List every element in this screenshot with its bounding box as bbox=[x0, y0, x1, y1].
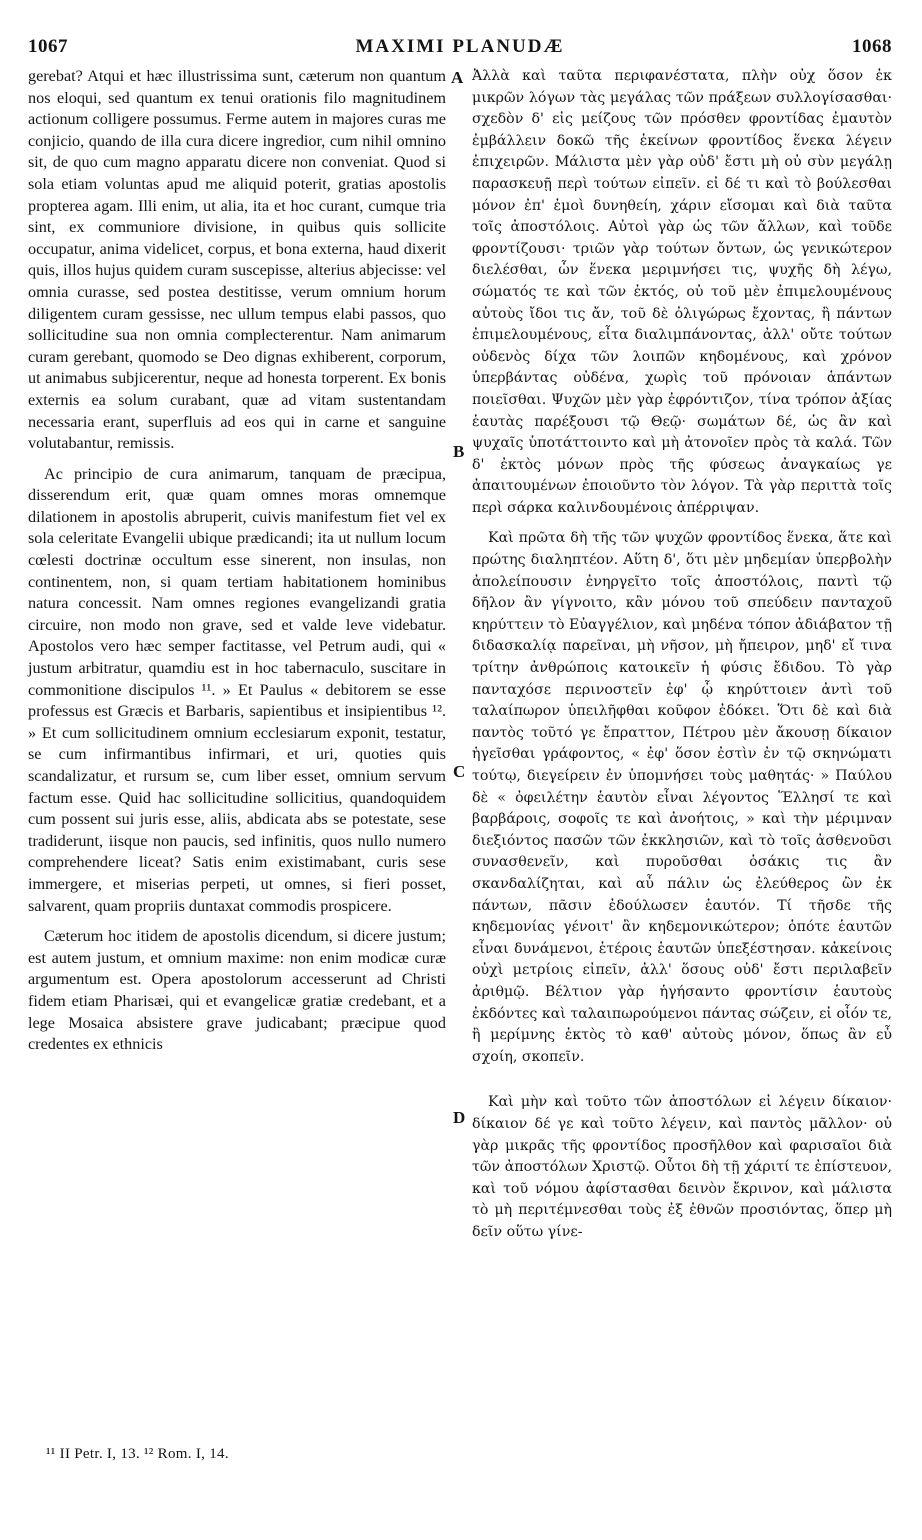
margin-marker-a: A bbox=[451, 68, 464, 87]
greek-column bbox=[472, 66, 892, 1243]
right-page-number: 1068 bbox=[852, 36, 892, 57]
latin-column bbox=[28, 66, 446, 1056]
left-page-number: 1067 bbox=[28, 36, 68, 57]
latin-paragraph: gerebat? Atqui et hæc illustrissima sunt, cæterum non quantum nos eloqui, sed quantum ex tenui orationis filo magnitudinem actionum colligere possumus. Ferme autem in majores curas me conjicio, quando de illa cura dicere ingredior, cum nihil omnino sit, de quo cum magno apparatu dicere non conveniat. Quod si sola etiam voluntas apud me aliquid poterit, gratias apostolis propterea agam. Illi enim, ut alia, ita et hoc curant, cumque tria sint, ex communiore divisione, in quibus quis sollicite occupatur, anima videlicet, corpus, et bona externa, haud dixerit quis, illos hujus quidem curam suscepisse, alterius abjecisse: vel omnia curasse, sed postea destitisse, verum omnium horum diligentem curam gessisse, nec ullum tempus elabi passos, quo sollicitudine sua non omnia complecterentur. Nam animarum curam gerebant, quomodo se Deo dignas exhiberent, corporum, ut animabus subjicerentur, neque ad honesta torperent. Ex bonis externis ea solum curabant, quæ ad vitam sustentandam necessaria erant, superfluis ad eos qui in carne et sanguine volutabantur, remissis. bbox=[28, 67, 446, 453]
latin-paragraph: Cæterum hoc itidem de apostolis dicendum, si dicere justum; est autem justum, et omnium maxime: non enim modicæ curæ argumentum est. Opera apostolorum accesserunt ad Christi fidem etiam Pharisæi, qui et evangelicæ gratiæ credebant, et a lege Mosaica absistere grave judicabant; præcipue quod credentes ex ethnicis bbox=[28, 927, 446, 1054]
latin-paragraph: Ac principio de cura animarum, tanquam de præcipua, disserendum erit, quæ quam omnes moras omnemque dilationem in apostolis abruperit, cuivis manifestum fiet vel ex sola celeritate Evangelii ubique prædicandi; ita ut nullum locum cœlesti doctrinæ occultum esse sinerent, non insulas, non continentem, non, si quam tertiam habitationem hominibus natura concessit. Nam omnes regiones evangelizandi gratia circuire, non modo non grave, sed et valde leve videbatur. Apostolos vero hæc semper factitasse, vel Petrum audi, qui « justum arbitratur, quamdiu est in hoc tabernaculo, suscitare in commonitione discipulos ¹¹. » Et Paulus « debitorem se esse professus est Græcis et Barbaris, sapientibus et insipientibus ¹². » Et cum sollicitudinem omnium ecclesiarum exponit, testatur, se cum infirmantibus infirmari, et uri, quoties quis scandalizatur, et rursum se, cum liber esset, omnium servum factum esse. Quid hac sollicitudine sollicitius, quandoquidem cum possent sui juris esse, aliis, abdicata abs se potestate, sese tradiderunt, iisque non paucis, sed infinitis, quos nullo numero comprehendere liceat? Satis enim existimabant, curis sese immergere, et miserias perpeti, ut omnes, si fieri posset, salvarent, quam propriis duntaxat commodis prospicere. bbox=[28, 464, 446, 915]
greek-paragraph: Καὶ μὴν καὶ τοῦτο τῶν ἀποστόλων εἰ λέγειν δίκαιον· δίκαιον δέ γε καὶ τοῦτο λέγειν, καὶ παντὸς μᾶλλον· οὐ γὰρ μικρᾶς τῆς φροντίδος προσῆλθον καὶ φαρισαῖοι διὰ τῶν ἀποστόλων Χριστῷ. Οὗτοι δὴ τῇ χάριτί τε ἐπίστευον, καὶ τοῦ νόμου ἀφίστασθαι δεινὸν ἔκρινον, καὶ μάλιστα τὸ μὴ περιτέμνεσθαι τοὺς ἐξ ἐθνῶν προσιόντας, ὅπερ μὴ δεῖν οὕτω γίνε- bbox=[472, 1094, 892, 1240]
margin-marker-b: B bbox=[453, 442, 465, 461]
running-title: MAXIMI PLANUDÆ bbox=[355, 36, 565, 57]
footnotes: ¹¹ II Petr. I, 13. ¹² Rom. I, 14. bbox=[46, 1446, 229, 1462]
margin-marker-d: D bbox=[453, 1108, 466, 1127]
page-header bbox=[28, 36, 892, 64]
margin-marker-c: C bbox=[453, 762, 466, 781]
greek-paragraph: Ἀλλὰ καὶ ταῦτα περιφανέστατα, πλὴν οὐχ ὅσον ἐκ μικρῶν λόγων τὰς μεγάλας τῶν πράξεων συλλογίσασθαι· σχεδὸν δ' εἰς μείζους τῶν πρόσθεν φροντίδας ἐμαυτὸν ἐμβάλλειν δοκῶ τῆς ἐκείνων φροντίδος ἕνεκα λέγειν ἐπιχειρῶν. Μάλιστα μὲν γὰρ οὐδ' ἔστι μὴ οὐ σὺν μεγάλῃ παρασκευῇ περὶ τούτων εἰπεῖν. εἰ δέ τι καὶ τὸ βούλεσθαι μόνον ἐπ' ἐμοὶ δυνηθείη, χάριν εἴσομαι καὶ διὰ ταῦτα τοῖς ἀποστόλοις. Αὐτοὶ γὰρ ὡς τῶν ἄλλων, καὶ τοῦδε φροντίζουσι· τριῶν γὰρ τούτων ὄντων, ὡς γενικώτερον διελέσθαι, ὧν ἕνεκα μεριμνήσει τις, ψυχῆς δὴ λέγω, σώματός τε καὶ τῶν ἐκτός, οὐ τοῦ μὲν ἐπιμελουμένους αὐτοὺς ἴδοι τις ἄν, τοῦ δὲ ὀλιγώρως ἔχοντας, ἢ πάντων ἐπιμελουμένους, εἶτα διαλιμπάνοντας, ἀλλ' οὔτε τούτων οὐδενὸς δίχα τῶν λοιπῶν κηδομένους, καὶ χρόνον ὑπερβάντας οὐδένα, χωρὶς τοῦ πρόνοιαν ἁπάντων ποιεῖσθαι. Ψυχῶν μὲν γὰρ ἐφρόντιζον, τίνα τρόπον ἀξίας ἑαυτὰς παρέξουσι τῷ Θεῷ· σωμάτων δέ, ὡς ἂν καὶ ψυχαῖς ὑποτάττοιντο καὶ μὴ ἀτονοῖεν πρὸς τὰ καλά. Τῶν δ' ἐκτὸς μόνων πρὸς τῆς φύσεως ἀναγκαίως γε ἀπαιτουμένων ἐποιοῦντο τὸν λόγον. Τὰ γὰρ περιττὰ τοῖς περὶ σάρκα καλινδουμένοις ἀπέρριψαν. bbox=[472, 68, 892, 516]
greek-paragraph: Καὶ πρῶτα δὴ τῆς τῶν ψυχῶν φροντίδος ἕνεκα, ἅτε καὶ πρώτης διαληπτέον. Αὕτη δ', ὅτι μὲν μηδεμίαν ὑπερβολὴν ἀπολείπουσιν ἐνηργεῖτο τοῖς ἀποστόλοις, παντὶ τῷ δῆλον ἂν γίγνοιτο, κἂν μόνου τοῦ σπεύδειν πανταχοῦ κηρύττειν τὸ Εὐαγγέλιον, καὶ μηδένα τόπον ἀδιάβατον τῇ διδασκαλίᾳ παρεῖναι, μὴ νῆσον, μὴ ἤπειρον, μηδ' εἴ τινα τρίτην ἀνθρώποις κατοικεῖν ἡ φύσις ἔδιδου. Τὸ γὰρ πανταχόσε περινοστεῖν ἐφ' ᾧ κηρύττοιεν ἀντὶ τοῦ ταλαίπωρον ὑπειλῆφθαι κοῦφον ἐδόκει. Ὅτι δὲ καὶ διὰ παντὸς τοῦτό γε ἔπραττον, Πέτρου μὲν ἄκουσῃ δίκαιον ἡγεῖσθαι γράφοντος, « ἐφ' ὅσον ἐστὶν ἐν τῷ σκηνώματι τούτῳ, διεγείρειν ἐν ὑπομνήσει τοὺς μαθητάς· » Παύλου δὲ « ὀφειλέτην ἑαυτὸν εἶναι λέγοντος Ἕλλησί τε καὶ βαρβάροις, σοφοῖς τε καὶ ἀνοήτοις, » καὶ τὴν μέριμναν διεξιόντος πασῶν τῶν ἐκκλησιῶν, καὶ τὸ τοῖς ἀσθενοῦσι συνασθενεῖν, καὶ πυροῦσθαι ὁσάκις τις ἂν σκανδαλίζηται, καὶ αὖ πάλιν ὡς ἐλεύθερος ὢν ἐκ πάντων, πᾶσιν ἐδούλωσεν ἑαυτόν. Τί τῆσδε τῆς κηδεμονίας γένοιτ' ἂν κηδεμονικώτερον; ὁπότε ἑαυτῶν εἶναι δυνάμενοι, ἑτέροις ἑαυτῶν ὑπεξέστησαν. κἀκείνοις οὐχὶ μετρίοις εἰπεῖν, ἀλλ' ὅσους οὐδ' ἔστι περιλαβεῖν ἀριθμῷ. Βέλτιον γὰρ ἡγήσαντο φροντίσιν ἑαυτοὺς ἐκδόντες καὶ ταλαιπωρούμενοι πάντας σώζειν, εἰ οἷόν τε, ἢ μερίμνης ἐκτὸς τὸ καθ' αὐτοὺς μόνον, ὅπως ἂν εὖ σχοίη, σκοπεῖν. bbox=[472, 530, 892, 1065]
